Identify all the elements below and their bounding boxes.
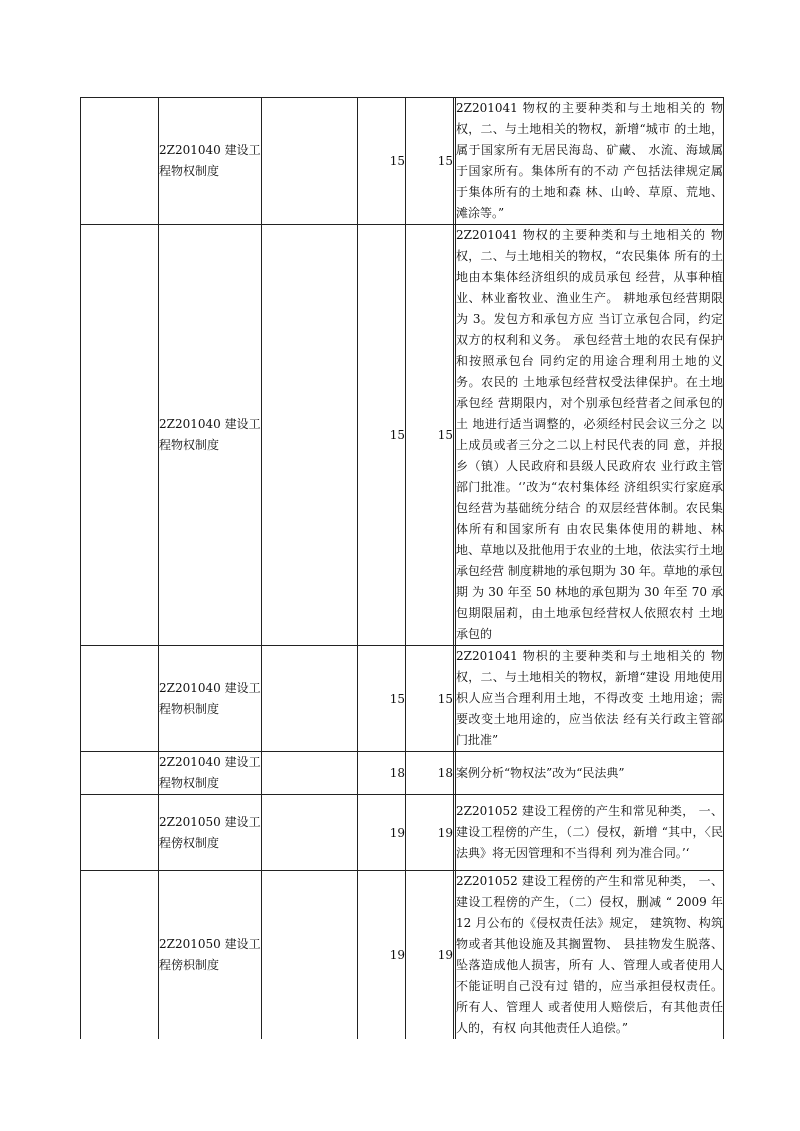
blank-cell: [262, 871, 358, 1040]
page-cell: 19: [406, 871, 454, 1040]
page-cell: 15: [406, 98, 454, 225]
page-cell: 15: [358, 646, 406, 752]
page-cell: 19: [358, 795, 406, 871]
page-cell: 18: [406, 752, 454, 795]
chapter-cell: 2Z201050 建设工程傍枳制度: [159, 871, 262, 1040]
blank-cell: [81, 225, 159, 646]
blank-cell: [81, 752, 159, 795]
page-cell: 19: [358, 871, 406, 1040]
page-cell: 19: [406, 795, 454, 871]
chapter-cell: 2Z201040 建设工程物权制度: [159, 225, 262, 646]
page-cell: 18: [358, 752, 406, 795]
blank-cell: [81, 795, 159, 871]
blank-cell: [262, 646, 358, 752]
table-row: [81, 871, 724, 1040]
content-cell: 2Z201041 物权的主要种类和与土地相关的 物权，二、与土地相关的物权，“农民集体 所有的土地由本集体经济组织的成员承包 经营，从事种植业、林业畜牧业、渔业生产。 耕地承包经营期限为 3。发包方和承包方应 当订立承包合同，约定双方的权利和义务。 承包经营土地的农民有保护和按照承包台 同约定的用途合理利用土地的义务。农民的 土地承包经营权受法律保护。在土地承包经 营期限内，对个别承包经营者之间承包的土 地进行适当调整的，必须经村民会议三分之 以上成员或者三分之二以上村民代表的同 意，并报乡（镇）人民政府和县级人民政府农 业行政主管部门批准。‘’改为“农村集体经 济组织实行家庭承包经营为基础统分结合 的双层经营体制。农民集体所有和国家所有 由农民集体使用的耕地、林地、草地以及批他用于农业的土地，依法实行土地承包经营 制度耕地的承包期为 30 年。草地的承包期 为 30 年至 50 林地的承包期为 30 年至 70 承 包期限届莉，由土地承包经营权人依照农村 土地承包的: [456, 225, 724, 646]
table-row: [81, 795, 724, 871]
content-cell: 2Z201052 建设工程傍的产生和常见种类， 一、建设工程傍的产生，（二）侵权，新增 “其中，〈民法典》将无因管理和不当得利 列为准合同。’‘: [456, 795, 724, 871]
table-row: [81, 98, 724, 225]
page-cell: 15: [406, 646, 454, 752]
chapter-cell: 2Z201040 建设工程物权制度: [159, 98, 262, 225]
chapter-cell: 2Z201040 建设工程物枳制度: [159, 646, 262, 752]
blank-cell: [262, 225, 358, 646]
content-cell: 2Z201052 建设工程傍的产生和常见种类， 一、建设工程傍的产生，（二）侵权，删减 “ 2009 年 12 月公布的《侵权责任法》规定， 建筑物、构筑物或者其他设施及其搁置物、 县挂物发生脱落、坠落造成他人损害，所有 人、管理人或者使用人不能证明自己没有过 错的，应当承担侵权责任。所有人、管理人 或者使用人赔偿后，有其他责任人的，有权 向其他责任人追偿。”: [456, 871, 724, 1040]
table-row: [81, 752, 724, 795]
revision-table: [80, 97, 724, 1039]
blank-cell: [81, 98, 159, 225]
blank-cell: [81, 871, 159, 1040]
table-row: [81, 225, 724, 646]
page-cell: 15: [358, 98, 406, 225]
chapter-cell: 2Z201050 建设工程傍权制度: [159, 795, 262, 871]
chapter-cell: 2Z201040 建设工程物权制度: [159, 752, 262, 795]
content-cell: 2Z201041 物权的主要种类和与土地相关的 物权，二、与土地相关的物权，新增“城市 的土地，属于国家所有无居民海岛、矿藏、 水流、海域属于国家所有。集体所有的不动 产包括法律规定属于集体所有的土地和森 林、山岭、草原、荒地、滩涂等。”: [456, 98, 724, 225]
blank-cell: [262, 98, 358, 225]
page-cell: 15: [406, 225, 454, 646]
content-cell: 案例分析“物权法”改为“民法典”: [456, 752, 724, 795]
blank-cell: [81, 646, 159, 752]
content-cell: 2Z201041 物枳的主要种类和与土地相关的 物权，二、与土地相关的物权，新增“建设 用地使用枳人应当合理利用土地，不得改变 土地用途；需要改变土地用途的，应当依法 经有关行政主管部门批准”: [456, 646, 724, 752]
blank-cell: [262, 752, 358, 795]
blank-cell: [262, 795, 358, 871]
table-row: [81, 646, 724, 752]
page-cell: 15: [358, 225, 406, 646]
